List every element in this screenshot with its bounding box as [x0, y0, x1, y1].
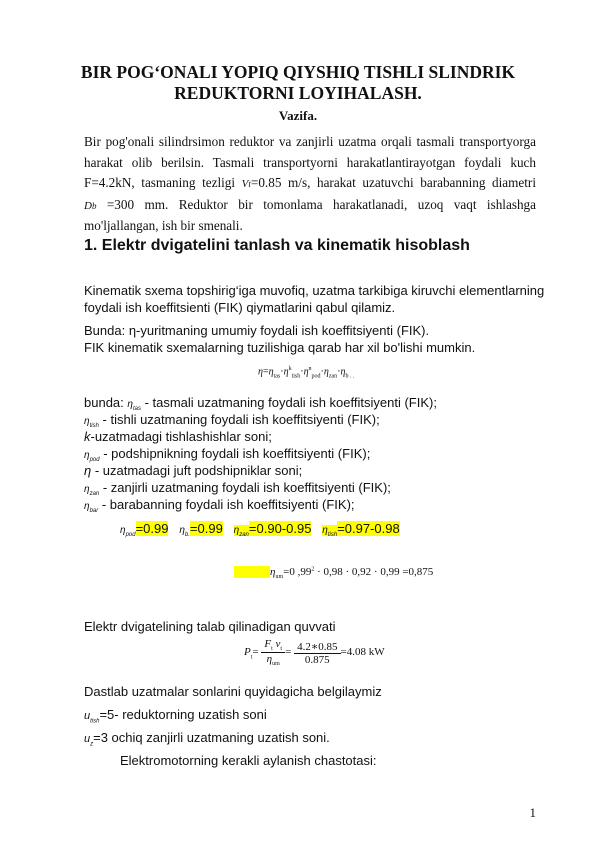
legend-tish: $\eta_{tish}$ - tishli uzatmaning foydali ish koeffitsiyenti (FIK); — [84, 412, 380, 429]
task-line-3-b: =0.85 m/s, harakat uzatuvchi barabanning diametri — [250, 175, 536, 190]
page-title-line1: BIR POG‘ONALI YOPIQ QIYSHIQ TISHLI SLINDRIK — [80, 62, 516, 82]
task-line-4-b: =300 mm. Reduktor bir tomonlama harakatlanadi, uzoq vaqt ishlashga — [96, 196, 536, 212]
value-tish: =0.97-0.98 — [337, 521, 400, 536]
page-number: 1 — [529, 805, 536, 820]
task-line-4 — [84, 195, 536, 217]
power-formula: $P_t=$ $\frac{F_t v_t}{\eta_{um}}$ = $\frac{4.2∗0.85}{0.875}$ =4.08 kW — [244, 638, 385, 668]
legend-tas: bunda: $\eta_{tas}$ - tasmali uzatmaning foydali ish koeffitsiyenti (FIK); — [84, 395, 437, 412]
eta-formula: $\eta=\eta_{tas}\cdot\eta^k_{tish}\cdot\eta^n_{pod}\cdot\eta_{zan}\cdot\eta_{b . .}$ — [258, 366, 355, 380]
value-pod: =0.99 — [135, 521, 169, 536]
power-heading: Elektr dvigatelining talab qilinadigan quvvati — [84, 619, 336, 634]
diameter-var: D — [84, 199, 92, 212]
power-symbol: P — [244, 646, 251, 659]
diameter-sub: b — [91, 200, 97, 211]
kinematic-line-2: foydali ish koeffitsienti (FIK) qiymatlarini qabul qilamiz. — [84, 300, 396, 315]
page-title-line2: REDUKTORNI LOYIHALASH. — [174, 83, 422, 103]
task-line-5: mo'ljallangan, ish bir smenali. — [84, 218, 243, 233]
power-result: =4.08 kW — [340, 646, 385, 659]
eta-um-calc: $\eta_{um}=0$ $,99^2 \cdot 0,98 \cdot 0,92 \cdot 0,99 =0,875$ — [234, 566, 433, 580]
u-tish-line: $u_{tish}=5-$ reduktorning uzatish soni — [84, 707, 267, 725]
value-b: =0.99 — [189, 521, 223, 536]
task-line-2: harakat olib berilsin. Tasmali transportyorni harakatlantirayotgan foydali kuch — [84, 154, 536, 170]
legend-bar: $\eta_{bar}$ - barabanning foydali ish koeffitsiyenti (FIK); — [84, 497, 355, 514]
efficiency-values: $\eta_{pod}=0.99$ $\eta_{b.}=0.99$ $\eta_{zan}=0.90-0.95$ $\eta_{tish}=0.97-0.98$ — [120, 521, 400, 538]
value-zan: =0.90-0.95 — [248, 521, 312, 536]
legend-prefix: bunda: — [84, 395, 128, 410]
bunda-line-2: FIK kinematik sxemalarning tuzilishiga qarab har xil bo'lishi mumkin. — [84, 340, 476, 355]
power-fraction-2: $\frac{4.2∗0.85}{0.875}$ — [294, 640, 340, 666]
u-z-line: $u_z=3$ ochiq zanjirli uzatmaning uzatish soni. — [84, 730, 330, 748]
task-line-3 — [84, 173, 536, 195]
legend-zan: $\eta_{zan}$ - zanjirli uzatmaning foydali ish koeffitsiyenti (FIK); — [84, 480, 391, 497]
task-paragraph — [84, 132, 536, 237]
kinematic-line-1: Kinematik sxema topshirig‘iga muvofiq, uzatma tarkibiga kiruvchi elementlarning — [84, 283, 545, 298]
bunda-line-1: Bunda: η-yuritmaning umumiy foydali ish koeffitsiyenti (FIK). — [84, 323, 430, 338]
ratios-heading: Dastlab uzatmalar sonlarini quyidagicha belgilaymiz — [84, 684, 382, 699]
task-line-3-a: F=4.2kN, tasmaning tezligi — [84, 175, 236, 190]
subtitle: Vazifa. — [278, 108, 318, 123]
section-heading-1: 1. Elektr dvigatelini tanlash va kinematik hisoblash — [84, 237, 470, 254]
legend-n: η - uzatmadagi juft podshipniklar soni; — [84, 463, 303, 478]
velocity-sub: t — [248, 179, 251, 189]
power-fraction-1: $\frac{F_t v_t}{\eta_{um}}$ — [261, 638, 285, 667]
task-line-1: Bir pog'onali silindrsimon reduktor va zanjirli uzatma orqali tasmali transportyorga — [84, 134, 536, 149]
legend-k: k-uzatmadagi tishlashishlar soni; — [84, 429, 272, 444]
legend-pod: $\eta_{pod}$ - podshipnikning foydali ish koeffitsiyenti (FIK); — [84, 446, 371, 463]
velocity-var: V — [241, 178, 249, 190]
motor-speed-line: Elektromotorning kerakli aylanish chastotasi: — [120, 753, 377, 768]
